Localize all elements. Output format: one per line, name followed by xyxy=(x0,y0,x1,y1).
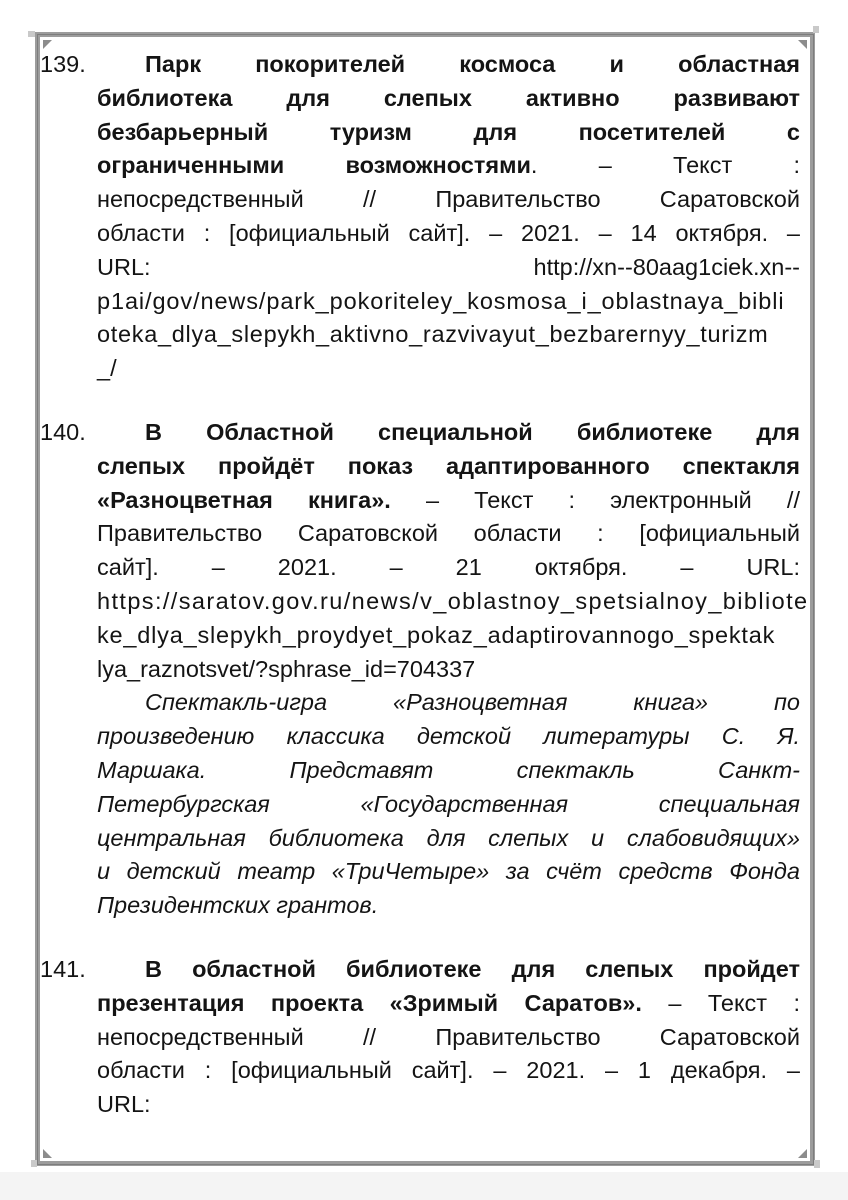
text-line xyxy=(97,48,800,82)
bold-text: В областной библиотеке для слепых пройдет xyxy=(145,955,800,982)
text: lya_raznotsvet/?sphrase_id=704337 xyxy=(97,655,476,682)
entry-body xyxy=(97,48,800,386)
text-line xyxy=(97,754,800,788)
text-line xyxy=(97,352,800,386)
text-line xyxy=(97,82,800,116)
text-line xyxy=(97,416,800,450)
scan-shadow-strip xyxy=(0,1172,848,1200)
text-line xyxy=(97,1021,800,1055)
frame-corner-mark-bottom-left xyxy=(43,1149,52,1158)
entry-number: 140. xyxy=(40,418,86,445)
citation-141 xyxy=(97,953,800,1122)
text: Спектакль-игра «Разноцветная книга» по xyxy=(145,689,800,716)
bold-text: ограниченными возможностями xyxy=(97,152,531,179)
text: https://saratov.gov.ru/news/v_oblastnoy_spetsialnoy_bibliote xyxy=(97,587,809,614)
text: непосредственный // Правительство Саратовской xyxy=(97,1023,800,1050)
bold-text: безбарьерный туризм для посетителей с xyxy=(97,118,800,145)
bold-text: В Областной специальной библиотеке для xyxy=(145,418,800,445)
bibliography-entry-141 xyxy=(40,953,800,1122)
bibliography-entry-140 xyxy=(40,416,809,923)
scan-tick-top-left xyxy=(28,31,35,37)
text-line xyxy=(97,116,800,150)
annotation-140 xyxy=(97,686,800,923)
scan-tick-top-right xyxy=(813,26,819,33)
text-line xyxy=(97,217,800,251)
bibliography-list xyxy=(40,48,809,1122)
text-line xyxy=(97,183,800,217)
text: Петербургская «Государственная специальная xyxy=(97,790,800,817)
text-line xyxy=(97,551,800,585)
text-line xyxy=(97,889,800,923)
entry-body xyxy=(97,953,800,1122)
bold-text: презентация проекта «Зримый Саратов». xyxy=(97,989,642,1016)
text: p1ai/gov/news/park_pokoriteley_kosmosa_i_oblastnaya_bibli xyxy=(97,287,785,314)
text-line xyxy=(97,450,800,484)
scan-tick-bottom-left xyxy=(31,1160,37,1167)
text: oteka_dlya_slepykh_aktivno_razvivayut_bezbarernyy_turizm xyxy=(97,321,769,348)
text: _/ xyxy=(97,355,117,382)
text-line xyxy=(97,318,800,352)
entry-number: 141. xyxy=(40,955,86,982)
text: сайт]. – 2021. – 21 октября. – URL: xyxy=(97,554,800,581)
entry-body xyxy=(97,416,809,923)
citation-139 xyxy=(97,48,800,386)
text: – Текст : xyxy=(641,989,800,1016)
bold-text: библиотека для слепых активно развивают xyxy=(97,84,800,111)
entry-number: 139. xyxy=(40,51,86,77)
text-line xyxy=(97,484,800,518)
text-line xyxy=(97,855,800,889)
text-line xyxy=(97,149,800,183)
text-line xyxy=(97,517,800,551)
text: ke_dlya_slepykh_proydyet_pokaz_adaptirovannogo_spektak xyxy=(97,621,776,648)
bibliography-entry-139 xyxy=(40,48,800,386)
scan-tick-bottom-right xyxy=(814,1160,820,1168)
text: . – Текст : xyxy=(530,152,800,179)
text: центральная библиотека для слепых и слабовидящих» xyxy=(97,824,800,851)
citation-140 xyxy=(97,416,809,686)
text-line xyxy=(97,251,800,285)
text: Маршака. Представят спектакль Санкт- xyxy=(97,756,800,783)
text-line xyxy=(97,788,800,822)
text-line xyxy=(97,653,800,687)
text-line xyxy=(97,953,800,987)
frame-corner-mark-bottom-right xyxy=(798,1149,807,1158)
text: URL: http://xn--80aag1ciek.xn-- xyxy=(97,253,800,280)
text-line xyxy=(97,285,800,319)
bold-text: Парк покорителей космоса и областная xyxy=(145,51,800,77)
bold-text: слепых пройдёт показ адаптированного спектакля xyxy=(97,452,800,479)
text: – Текст : электронный // xyxy=(390,486,800,513)
text-line xyxy=(97,987,800,1021)
text: произведению классика детской литературы С. Я. xyxy=(97,723,800,750)
text: Правительство Саратовской области : [официальный xyxy=(97,520,800,547)
bold-text: «Разноцветная книга». xyxy=(97,486,391,513)
text-line xyxy=(97,720,800,754)
text: области : [официальный сайт]. – 2021. – 1 декабря. – xyxy=(97,1057,800,1084)
text-line xyxy=(97,1088,800,1122)
text: URL: xyxy=(97,1091,151,1118)
text: области : [официальный сайт]. – 2021. – 14 октября. – xyxy=(97,219,800,246)
text-line xyxy=(97,585,809,619)
text: непосредственный // Правительство Саратовской xyxy=(97,186,800,213)
text: и детский театр «ТриЧетыре» за счёт средств Фонда xyxy=(97,858,800,885)
text-line xyxy=(97,1054,800,1088)
text: Президентских грантов. xyxy=(97,892,379,919)
text-line xyxy=(97,686,800,720)
text-line xyxy=(97,619,800,653)
text-line xyxy=(97,822,800,856)
